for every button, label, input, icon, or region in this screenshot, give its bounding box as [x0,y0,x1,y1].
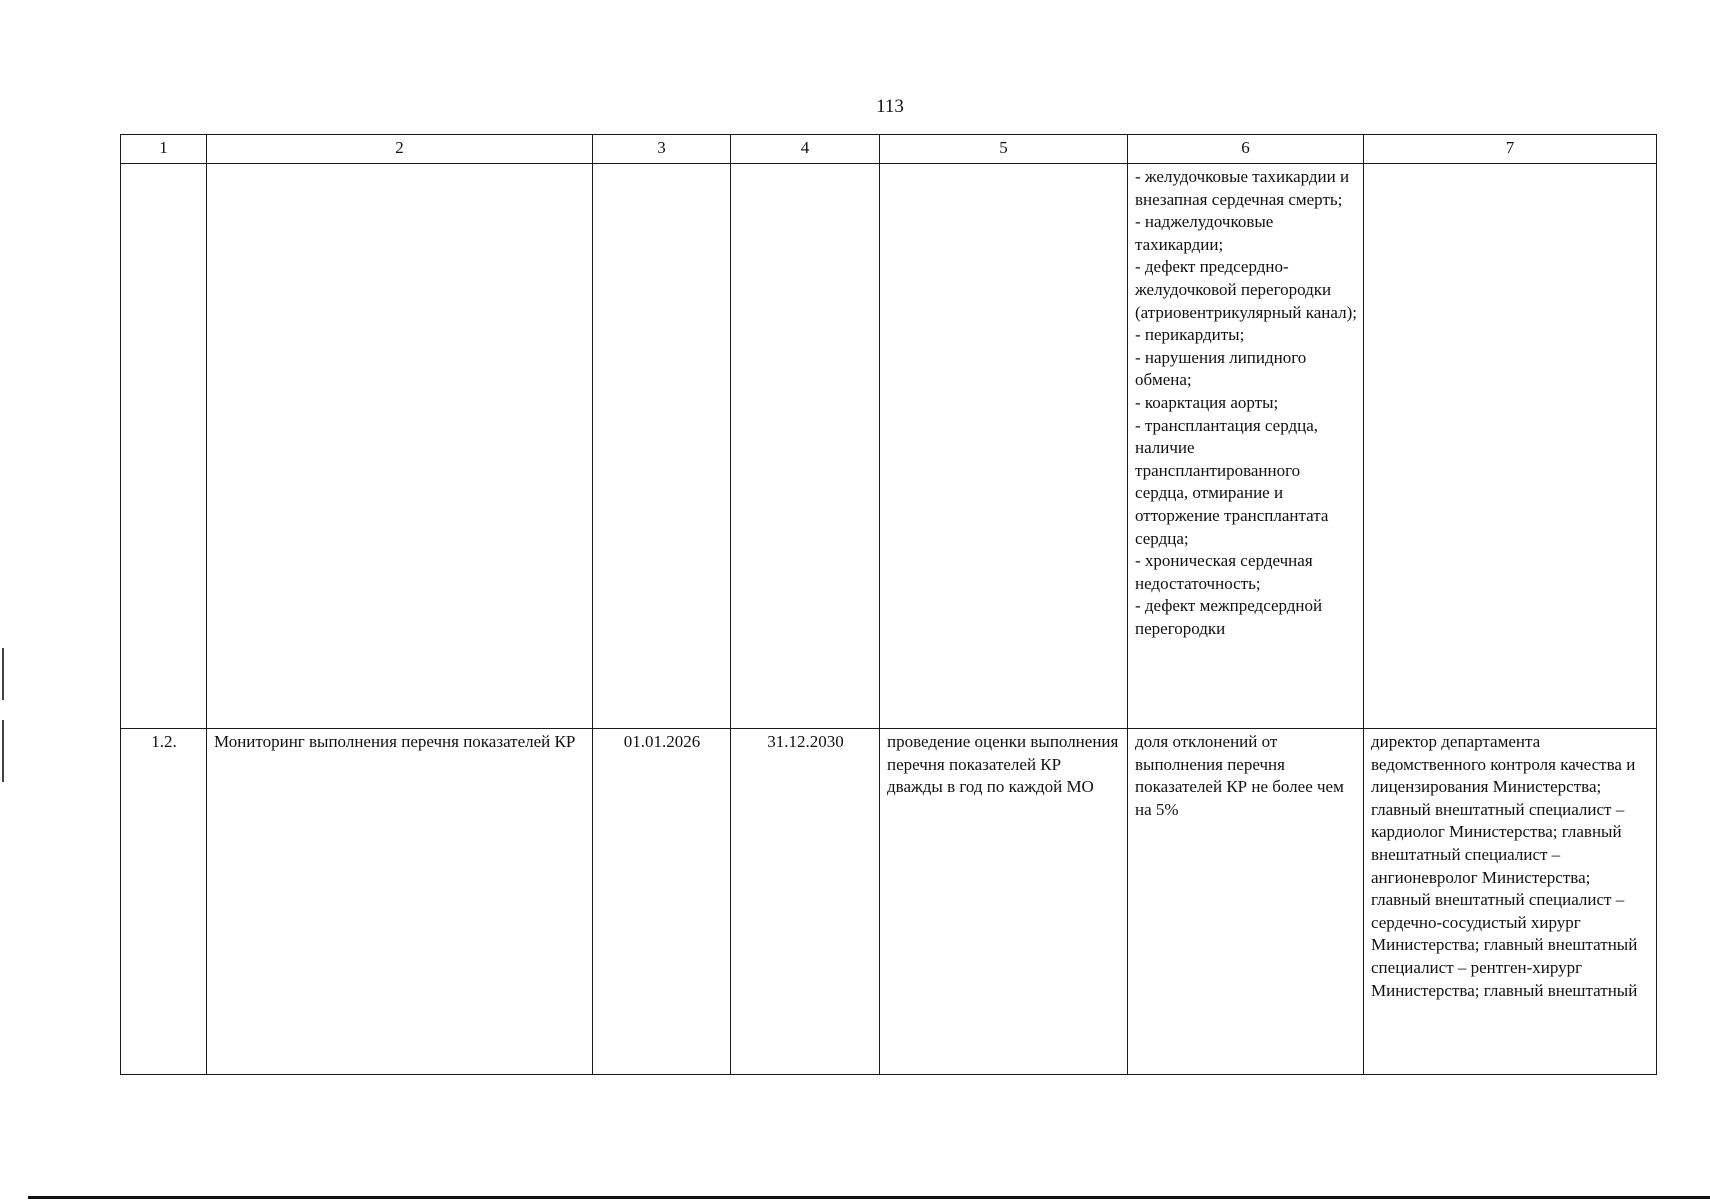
header-col-3: 3 [593,135,731,164]
plan-table [120,134,1657,1075]
cell-empty [880,164,1128,729]
start-date: 01.01.2026 [593,729,731,1075]
header-col-2: 2 [207,135,593,164]
cell-empty [1364,164,1657,729]
header-col-1: 1 [121,135,207,164]
indicator: доля отклонений от выполнения перечня показателей КР не более чем на 5% [1128,729,1364,1075]
cell-empty [731,164,880,729]
header-col-7: 7 [1364,135,1657,164]
disease-list-cell: - желудочковые тахикардии и внезапная сердечная смерть; - наджелудочковые тахикардии; - дефект предсердно-желудочковой перегородки (атриовентрикулярный канал); - перикардиты; - нарушения липидного обмена; - коарктация аорты; - трансплантация сердца, наличие трансплантированного сердца, отмирание и отторжение трансплантата сердца; - хроническая сердечная недостаточность; - дефект межпредсердной перегородки [1128,164,1364,729]
table-row-1-2 [121,729,1657,1075]
expected-result: проведение оценки выполнения перечня показателей КР дважды в год по каждой МО [880,729,1128,1075]
cell-empty [207,164,593,729]
header-row [121,135,1657,164]
measure-name: Мониторинг выполнения перечня показателей КР [207,729,593,1075]
cell-empty [121,164,207,729]
page-number: 113 [876,96,904,117]
header-col-4: 4 [731,135,880,164]
row-number: 1.2. [121,729,207,1075]
end-date: 31.12.2030 [731,729,880,1075]
bottom-rule [28,1196,1710,1199]
cell-empty [593,164,731,729]
scan-margin-mark [2,720,4,782]
scan-margin-mark [2,648,4,700]
responsible-persons: директор департамента ведомственного контроля качества и лицензирования Министерства; главный внештатный специалист – кардиолог Министерства; главный внештатный специалист – ангионевролог Министерства; главный внештатный специалист – сердечно-сосудистый хирург Министерства; главный внештатный специалист – рентген-хирург Министерства; главный внештатный [1364,729,1657,1075]
header-col-6: 6 [1128,135,1364,164]
table-row-continuation [121,164,1657,729]
header-col-5: 5 [880,135,1128,164]
